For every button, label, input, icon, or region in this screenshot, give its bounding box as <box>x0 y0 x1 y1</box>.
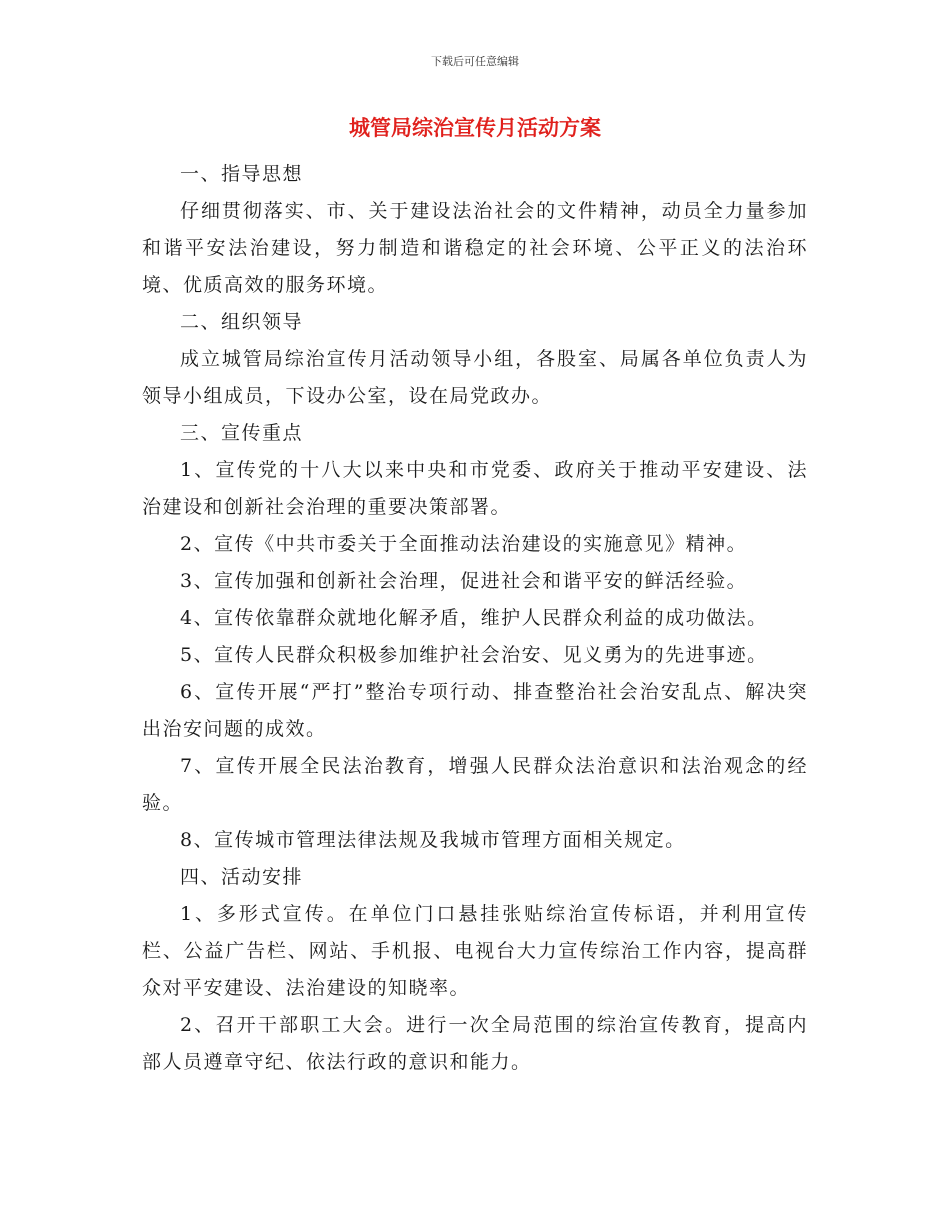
list-item: 2、召开干部职工大会。进行一次全局范围的综治宣传教育，提高内部人员遵章守纪、依法行政的意识和能力。 <box>142 1014 808 1073</box>
list-item: 1、多形式宣传。在单位门口悬挂张贴综治宣传标语，并利用宣传栏、公益广告栏、网站、手机报、电视台大力宣传综治工作内容，提高群众对平安建设、法治建设的知晓率。 <box>142 903 808 999</box>
section-heading: 一、指导思想 <box>180 163 304 185</box>
list-item: 8、宣传城市管理法律法规及我城市管理方面相关规定。 <box>180 829 686 851</box>
section-heading: 二、组织领导 <box>180 311 304 333</box>
section-heading: 三、宣传重点 <box>180 422 304 444</box>
list-item: 6、宣传开展“严打”整治专项行动、排查整治社会治安乱点、解决突出治安问题的成效。 <box>142 681 808 740</box>
paragraph: 成立城管局综治宣传月活动领导小组，各股室、局属各单位负责人为领导小组成员，下设办公室，设在局党政办。 <box>142 348 808 407</box>
header-note: 下载后可任意编辑 <box>431 55 519 68</box>
document-body <box>142 156 808 1081</box>
paragraph: 仔细贯彻落实、市、关于建设法治社会的文件精神，动员全力量参加和谐平安法治建设，努力制造和谐稳定的社会环境、公平正义的法治环境、优质高效的服务环境。 <box>142 200 808 296</box>
list-item: 4、宣传依靠群众就地化解矛盾，维护人民群众利益的成功做法。 <box>180 607 768 629</box>
list-item: 3、宣传加强和创新社会治理，促进社会和谐平安的鲜活经验。 <box>180 570 748 592</box>
section-heading: 四、活动安排 <box>180 866 304 888</box>
list-item: 1、宣传党的十八大以来中央和市党委、政府关于推动平安建设、法治建设和创新社会治理的重要决策部署。 <box>142 459 808 518</box>
list-item: 2、宣传《中共市委关于全面推动法治建设的实施意见》精神。 <box>180 533 748 555</box>
document-title: 城管局综治宣传月活动方案 <box>349 116 601 140</box>
list-item: 5、宣传人民群众积极参加维护社会治安、见义勇为的先进事迹。 <box>180 644 768 666</box>
list-item: 7、宣传开展全民法治教育，增强人民群众法治意识和法治观念的经验。 <box>142 755 808 814</box>
